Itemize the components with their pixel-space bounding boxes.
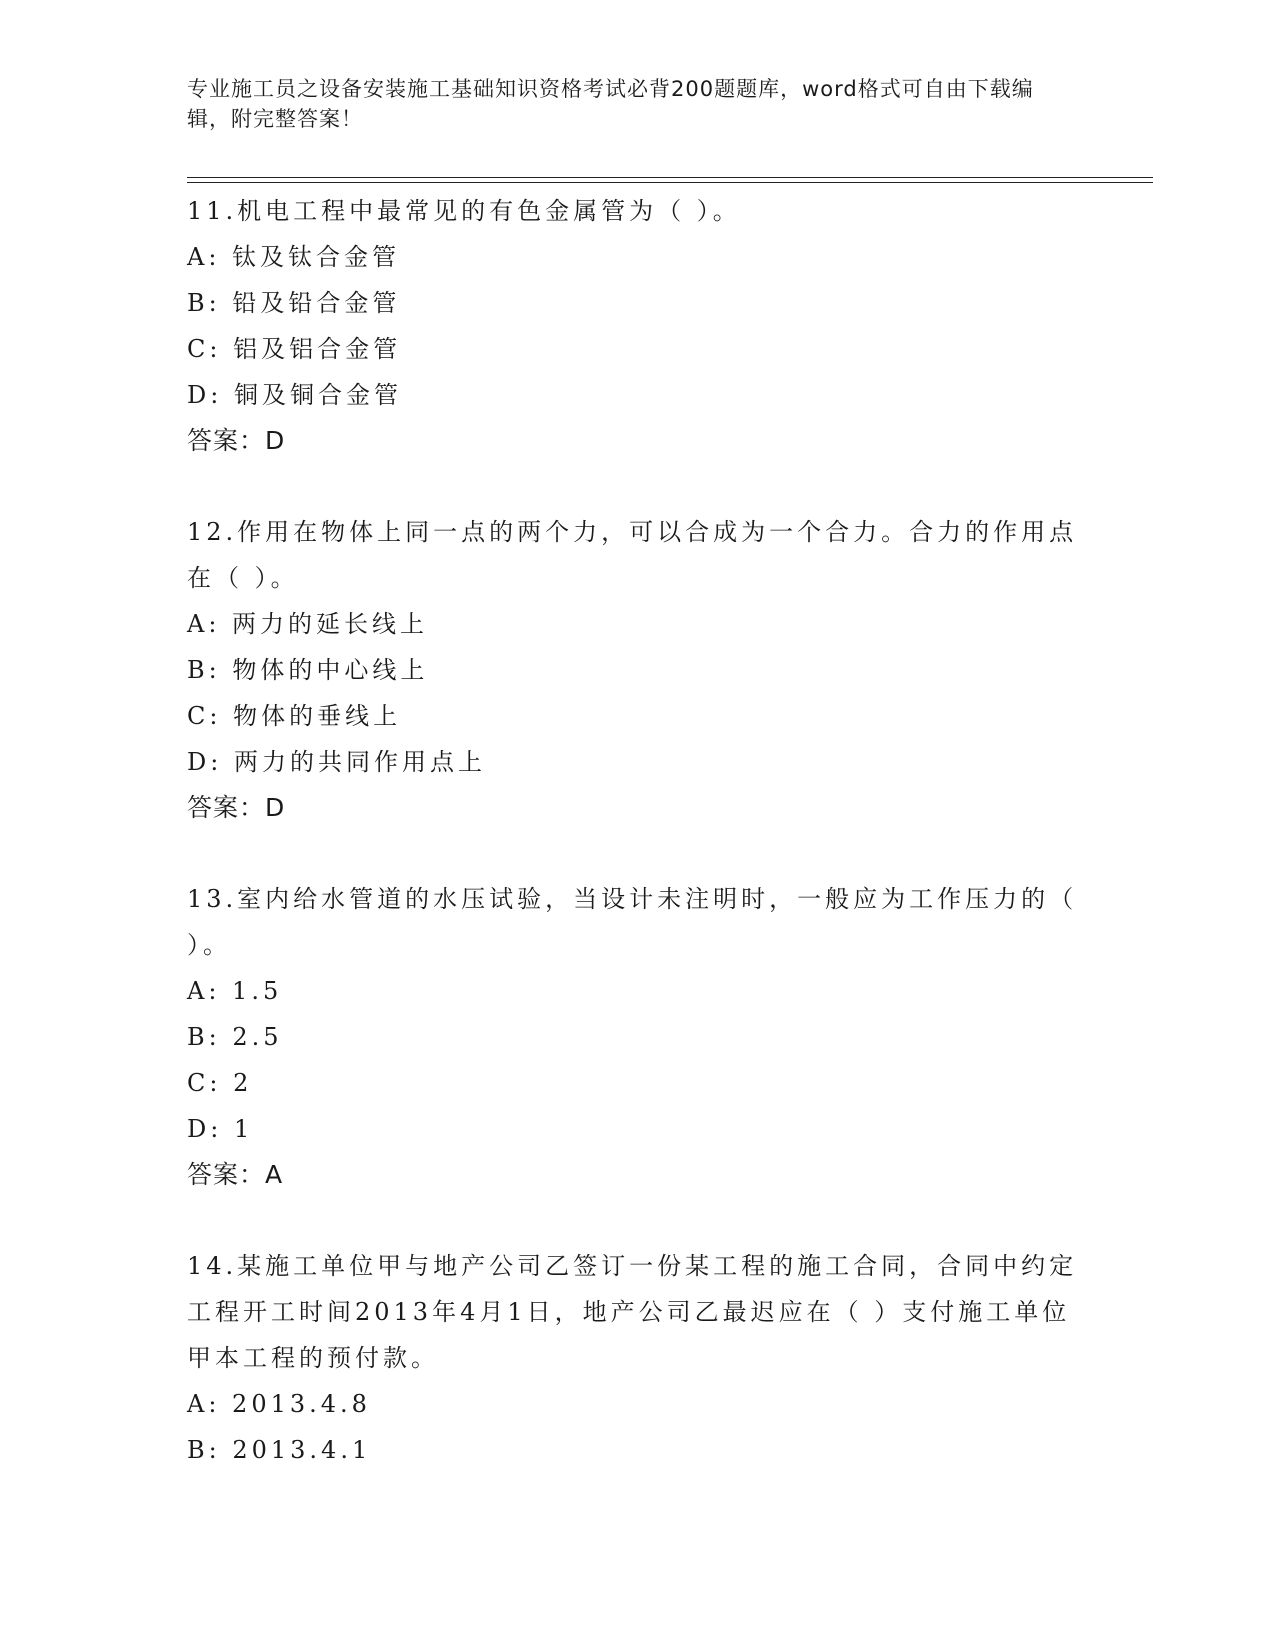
option-a: A: 2013.4.8 [187, 1390, 371, 1418]
document-header: 专业施工员之设备安装施工基础知识资格考试必背200题题库，word格式可自由下载编辑，附完整答案！ [187, 77, 1034, 131]
option-a: A: 1.5 [187, 977, 283, 1005]
option-c: C: 2 [187, 1069, 253, 1097]
header-rule-top [187, 177, 1153, 178]
question-text: 12.作用在物体上同一点的两个力，可以合成为一个合力。合力的作用点在（ ）。 [187, 518, 1078, 592]
question-list [187, 188, 1087, 1518]
option-c: C: 物体的垂线上 [187, 702, 402, 730]
option-a: A: 钛及钛合金管 [187, 243, 401, 271]
option-b: B: 铅及铅合金管 [187, 289, 401, 317]
question-11 [187, 188, 1087, 464]
option-b: B: 物体的中心线上 [187, 656, 429, 684]
option-b: B: 2.5 [187, 1023, 283, 1051]
option-b: B: 2013.4.1 [187, 1436, 372, 1464]
question-14 [187, 1243, 1087, 1473]
option-c: C: 铝及铝合金管 [187, 335, 402, 363]
answer: 答案：D [187, 793, 286, 822]
header-rule-bottom [187, 182, 1153, 183]
question-text: 14.某施工单位甲与地产公司乙签订一份某工程的施工合同，合同中约定工程开工时间2013年4月1日，地产公司乙最迟应在（ ）支付施工单位甲本工程的预付款。 [187, 1252, 1078, 1372]
option-a: A: 两力的延长线上 [187, 610, 429, 638]
answer: 答案：D [187, 426, 286, 455]
question-text: 13.室内给水管道的水压试验，当设计未注明时，一般应为工作压力的（ ）。 [187, 885, 1078, 959]
question-text: 11.机电工程中最常见的有色金属管为（ ）。 [187, 197, 741, 225]
question-13 [187, 876, 1087, 1198]
option-d: D: 1 [187, 1115, 254, 1143]
option-d: D: 两力的共同作用点上 [187, 748, 486, 776]
answer: 答案：A [187, 1160, 284, 1189]
option-d: D: 铜及铜合金管 [187, 381, 402, 409]
question-12 [187, 509, 1087, 831]
